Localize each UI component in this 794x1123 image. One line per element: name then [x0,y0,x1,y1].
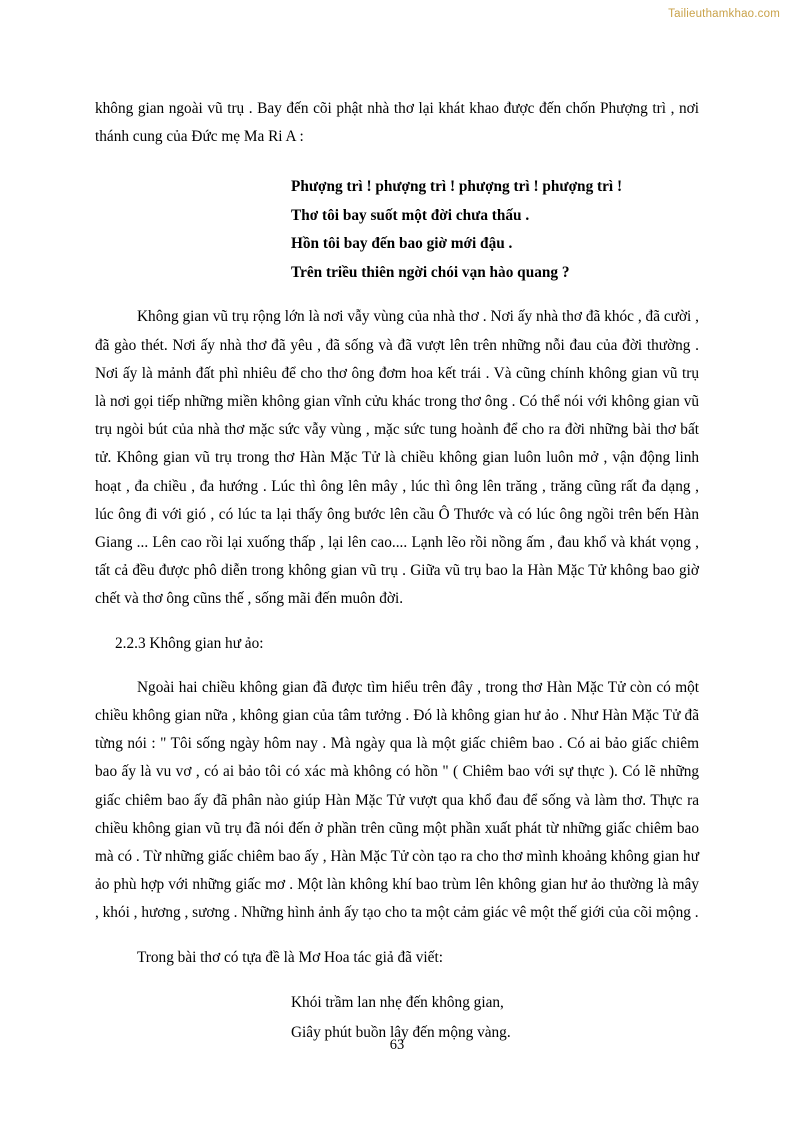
verse-line: Hồn tôi bay đến bao giờ mới đậu . [291,235,513,253]
paragraph-2: Không gian vũ trụ rộng lớn là nơi vẫy vùng của nhà thơ . Nơi ấy nhà thơ đã khóc , đã cười , đã gào thét. Nơi ấy nhà thơ đã yêu , đã sống và đã vượt lên trên những nỗi đau của đời thường . Nơi ấy là mảnh đất phì nhiêu để cho thơ ông đơm hoa kết trái . Và cũng chính không gian vũ trụ là nơi gọi tiếp những miền không gian vĩnh cửu khác trong thơ ông . Có thể nói với không gian vũ trụ ngòi bút của nhà thơ mặc sức vẫy vùng , mặc sức tung hoành để cho ra đời những bài thơ bất tử. Không gian vũ trụ trong thơ Hàn Mặc Tử là chiều không gian luôn luôn mở , vận động linh hoạt , đa chiều , đa hướng . Lúc thì ông lên mây , lúc thì ông lên trăng , trăng cũng rất đa dạng , lúc ông đi với gió , có lúc ta lại thấy ông bước lên cầu Ô Thước và có lúc ông ngồi trên bến Hàn Giang ... Lên cao rồi lại xuống thấp , lại lên cao.... Lạnh lẽo rồi nồng ấm , đau khổ và khát vọng , tất cả đều được phô diễn trong không gian vũ trụ . Giữa vũ trụ bao la Hàn Mặc Tử không bao giờ chết và thơ ông cũns thế , sống mãi đến muôn đời. [95,308,699,608]
paragraph-1: không gian ngoài vũ trụ . Bay đến cõi phật nhà thơ lại khát khao được đến chốn Phượng trì , nơi thánh cung của Đức mẹ Ma Ri A : [95,100,699,146]
verse-line: Trên triều thiên ngời chói vạn hào quang ? [291,263,570,281]
verse-line: Phượng trì ! phượng trì ! phượng trì ! phượng trì ! [291,178,623,196]
paragraph-4: Trong bài thơ có tựa đề là Mơ Hoa tác giả đã viết: [137,948,443,966]
verse-line: Giây phút buồn lây đến mộng vàng. [291,1023,511,1041]
section-heading: 2.2.3 Không gian hư ảo: [115,634,264,652]
watermark-text: Tailieuthamkhao.com [668,8,780,20]
verse-line: Khói trầm lan nhẹ đến không gian, [291,993,504,1011]
document-body [95,95,699,1048]
page-number: 63 [389,1037,405,1053]
verse-block-1 [95,173,699,287]
paragraph-3: Ngoài hai chiều không gian đã được tìm hiểu trên đây , trong thơ Hàn Mặc Tử còn có một chiều không gian nữa , không gian của tâm tưởng . Đó là không gian hư ảo . Như Hàn Mặc Tử đã từng nói : " Tôi sống ngày hôm nay . Mà ngày qua là một giấc chiêm bao . Có ai bảo giấc chiêm bao ấy là vu vơ , có ai bảo tôi có xác mà không có hồn " ( Chiêm bao với sự thực ). Có lẽ những giấc chiêm bao ấy đã phân nào giúp Hàn Mặc Tử vượt qua khổ đau để sống và làm thơ. Thực ra chiều không gian vũ trụ đã nói đến ở phần trên cũng một phần xuất phát từ những giấc chiêm bao mà có . Từ những giấc chiêm bao ấy , Hàn Mặc Tử còn tạo ra cho thơ mình khoảng không gian hư ảo phù hợp với những giấc mơ . Một làn không khí bao trùm lên không gian hư ảo thường là mây , khói , hương , sương . Những hình ảnh ấy tạo cho ta một cảm giác vê một thế giới của cõi mộng . [95,678,699,922]
verse-line: Thơ tôi bay suốt một đời chưa thấu . [291,206,530,224]
